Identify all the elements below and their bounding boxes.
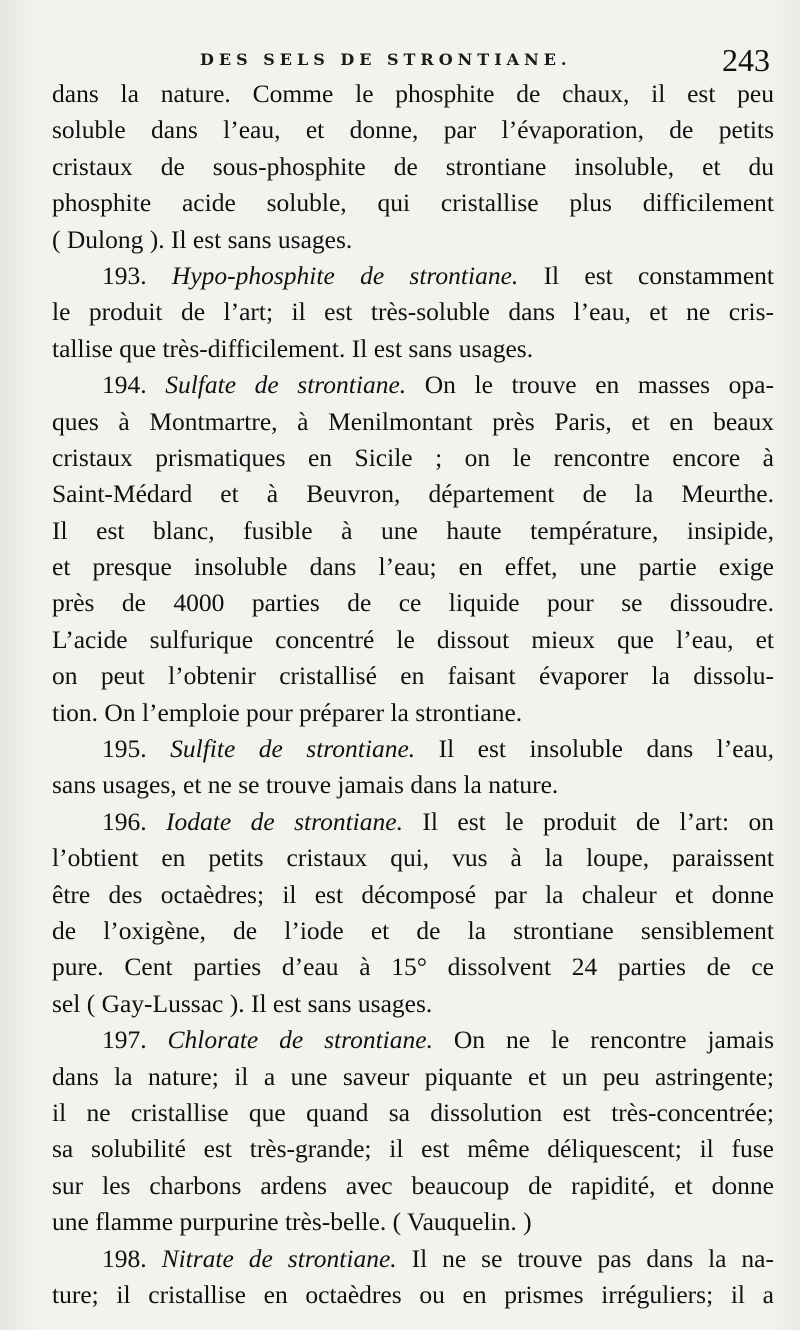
section-196-first-line [52,804,774,840]
text-line: sel ( Gay-Lussac ). Il est sans usages. [52,988,433,1018]
text-line: Saint-Médard et à Beuvron, département de la Meurthe. [52,479,774,509]
text-line: tallise que très-difficilement. Il est sans usages. [52,333,534,363]
section-first-text: Il est le produit de l’art: on [402,806,774,836]
page-number: 243 [722,42,770,78]
text-line: on peut l’obtenir cristallisé en faisant évaporer la dissolu- [52,661,774,691]
text-line: Il est blanc, fusible à une haute température, insipide, [52,515,774,545]
section-first-text: On le trouve en masses opa- [406,370,774,400]
section-first-text: Il ne se trouve pas dans la na- [396,1243,774,1273]
section-number: 193. [102,260,147,290]
section-heading: Chlorate de strontiane. [167,1025,433,1055]
text-line: phosphite acide soluble, qui cristallise plus difficilement [52,188,774,218]
section-197-first-line [52,1022,774,1058]
section-first-text: Il est insoluble dans l’eau, [415,734,774,764]
text-line: L’acide sulfurique concentré le dissout mieux que l’eau, et [52,624,774,654]
section-heading: Hypo-phosphite de strontiane. [171,260,519,290]
section-heading: Iodate de strontiane. [166,806,403,836]
section-number: 194. [102,370,147,400]
text-line: et presque insoluble dans l’eau; en effet, une partie exige [52,552,774,582]
section-198-first-line [52,1241,774,1277]
text-line: il ne cristallise que quand sa dissolution est très-concentrée; [52,1097,774,1127]
body-text [52,76,774,1313]
text-line: soluble dans l’eau, et donne, par l’évaporation, de petits [52,115,774,145]
section-number: 198. [102,1243,147,1273]
section-number: 197. [102,1025,147,1055]
section-number: 196. [102,806,147,836]
section-first-text: On ne le rencontre jamais [432,1025,774,1055]
text-line: cristaux de sous-phosphite de strontiane insoluble, et du [52,151,774,181]
text-line: ture; il cristallise en octaèdres ou en prismes irréguliers; il a [52,1279,774,1309]
text-line: l’obtient en petits cristaux qui, vus à la loupe, paraissent [52,843,774,873]
text-line: être des octaèdres; il est décomposé par la chaleur et donne [52,879,774,909]
text-line: cristaux prismatiques en Sicile ; on le rencontre encore à [52,442,774,472]
text-line: tion. On l’emploie pour préparer la strontiane. [52,697,523,727]
text-line: dans la nature. Comme le phosphite de chaux, il est peu [52,79,774,108]
section-heading: Sulfate de strontiane. [165,370,407,400]
text-line: sa solubilité est très-grande; il est même déliquescent; il fuse [52,1134,774,1164]
text-line: sans usages, et ne se trouve jamais dans la nature. [52,770,559,800]
text-line: dans la nature; il a une saveur piquante et un peu astringente; [52,1061,774,1091]
text-line: ques à Montmartre, à Menilmontant près Paris, et en beaux [52,406,774,436]
section-194-first-line [52,367,774,403]
section-first-text: Il est constamment [518,260,774,290]
text-line: sur les charbons ardens avec beaucoup de rapidité, et donne [52,1170,774,1200]
section-193-first-line [52,258,774,294]
section-heading: Sulfite de strontiane. [170,734,416,764]
section-number: 195. [102,734,147,764]
section-heading: Nitrate de strontiane. [161,1243,397,1273]
section-195-first-line [52,731,774,767]
running-title: DES SELS DE STRONTIANE. [200,50,572,69]
text-line: près de 4000 parties de ce liquide pour se dissoudre. [52,588,774,618]
text-line: ( Dulong ). Il est sans usages. [52,224,353,254]
text-line: de l’oxigène, de l’iode et de la strontiane sensiblement [52,915,774,945]
text-line: pure. Cent parties d’eau à 15° dissolvent 24 parties de ce [52,952,774,982]
text-line: le produit de l’art; il est très-soluble dans l’eau, et ne cris- [52,297,774,327]
text-line: une flamme purpurine très-belle. ( Vauquelin. ) [52,1207,532,1237]
